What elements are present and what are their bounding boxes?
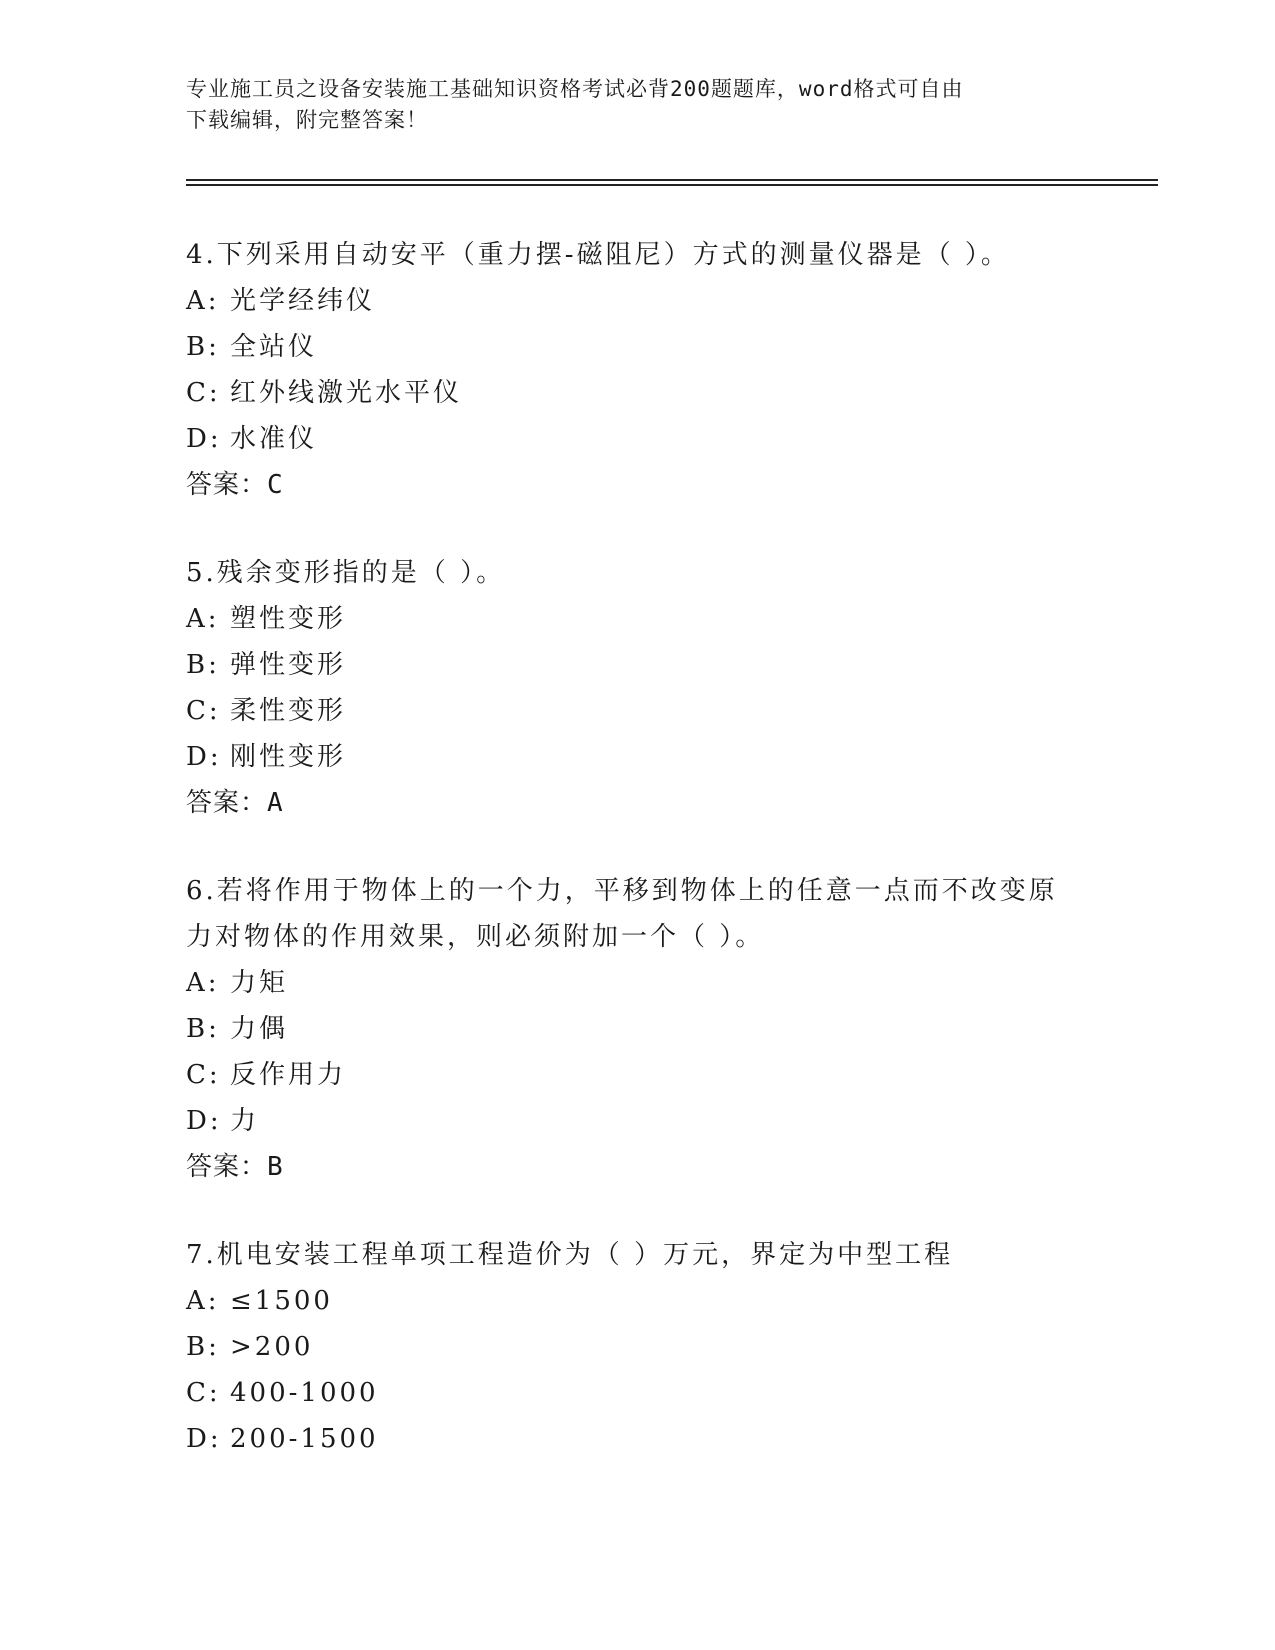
document-header — [186, 74, 1066, 136]
option-d — [186, 1416, 1086, 1462]
option-a — [186, 596, 1086, 642]
option-text: 全站仪 — [230, 332, 318, 362]
question-7 — [186, 1232, 1086, 1462]
option-text: 刚性变形 — [230, 742, 347, 772]
option-b — [186, 1324, 1086, 1370]
option-a — [186, 1278, 1086, 1324]
question-text-line-2: 力对物体的作用效果，则必须附加一个（ ）。 — [186, 922, 765, 952]
option-text: 弹性变形 — [230, 650, 347, 680]
option-c — [186, 688, 1086, 734]
option-letter: D: — [186, 1106, 222, 1136]
option-letter: B: — [186, 1014, 220, 1044]
option-letter: C: — [186, 696, 221, 726]
option-letter: A: — [186, 1286, 220, 1316]
option-letter: C: — [186, 1060, 221, 1090]
option-letter: D: — [186, 742, 222, 772]
option-text: 400-1000 — [230, 1378, 379, 1408]
question-text-line-1: 6.若将作用于物体上的一个力，平移到物体上的任意一点而不改变原 — [186, 876, 1058, 906]
answer-line: 答案：C — [186, 470, 284, 500]
option-text: 水准仪 — [230, 424, 318, 454]
option-text: >200 — [230, 1332, 314, 1362]
option-letter: A: — [186, 968, 220, 998]
option-b — [186, 324, 1086, 370]
question-text: 7.机电安装工程单项工程造价为（ ）万元，界定为中型工程 — [186, 1240, 954, 1270]
option-letter: D: — [186, 1424, 222, 1454]
option-text: 力矩 — [230, 968, 289, 998]
option-letter: B: — [186, 332, 220, 362]
option-c — [186, 1370, 1086, 1416]
option-letter: C: — [186, 378, 221, 408]
option-b — [186, 1006, 1086, 1052]
option-letter: A: — [186, 604, 220, 634]
question-5 — [186, 550, 1086, 826]
header-line-2: 下载编辑，附完整答案！ — [186, 108, 428, 132]
option-d — [186, 734, 1086, 780]
question-6 — [186, 868, 1086, 1190]
header-line-1: 专业施工员之设备安装施工基础知识资格考试必背200题题库，word格式可自由 — [186, 77, 964, 101]
option-a — [186, 960, 1086, 1006]
option-b — [186, 642, 1086, 688]
option-d — [186, 1098, 1086, 1144]
option-text: 光学经纬仪 — [230, 286, 376, 316]
question-text: 4.下列采用自动安平（重力摆-磁阻尼）方式的测量仪器是（ ）。 — [186, 240, 1010, 270]
option-text: 反作用力 — [230, 1060, 347, 1090]
option-a — [186, 278, 1086, 324]
option-text: ≤1500 — [230, 1286, 333, 1316]
question-list — [186, 232, 1086, 1504]
header-rule-bottom — [186, 184, 1158, 186]
option-text: 力 — [230, 1106, 260, 1136]
option-c — [186, 370, 1086, 416]
option-c — [186, 1052, 1086, 1098]
option-letter: D: — [186, 424, 222, 454]
option-text: 200-1500 — [230, 1424, 379, 1454]
option-letter: B: — [186, 650, 220, 680]
answer-line: 答案：B — [186, 1152, 284, 1182]
option-d — [186, 416, 1086, 462]
option-letter: C: — [186, 1378, 221, 1408]
question-4 — [186, 232, 1086, 508]
header-rule-top — [186, 179, 1158, 181]
answer-line: 答案：A — [186, 788, 284, 818]
question-text: 5.残余变形指的是（ ）。 — [186, 558, 506, 588]
option-text: 柔性变形 — [230, 696, 347, 726]
option-text: 红外线激光水平仪 — [230, 378, 463, 408]
option-letter: A: — [186, 286, 220, 316]
option-text: 塑性变形 — [230, 604, 347, 634]
option-text: 力偶 — [230, 1014, 289, 1044]
option-letter: B: — [186, 1332, 220, 1362]
